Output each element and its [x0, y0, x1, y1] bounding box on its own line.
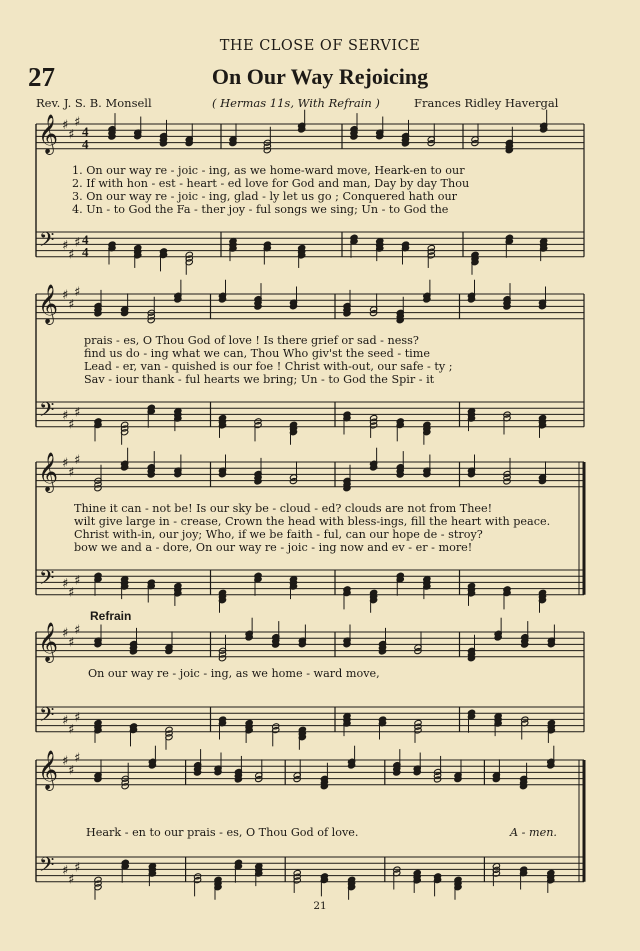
sharp-icon: ♯	[74, 284, 81, 300]
lyric-line	[84, 334, 596, 347]
tune-name: ( Hermas 11s, With Refrain )	[212, 96, 380, 110]
bass-clef-icon: 𝄢	[39, 228, 55, 256]
sharp-icon: ♯	[68, 127, 75, 143]
lyric-refrain-1: On our way re - joic - ing, as we home - ward move,	[88, 667, 380, 680]
sharp-icon: ♯	[62, 626, 69, 641]
lyric-verse-4: 4. Un - to God the Fa - ther joy - ful songs we sing; Un - to God the	[72, 203, 449, 216]
sharp-icon: ♯	[74, 710, 81, 726]
treble-clef-icon: 𝄞	[38, 452, 59, 492]
sharp-icon: ♯	[62, 576, 69, 592]
lyric-line	[74, 502, 586, 515]
lyric-line	[88, 667, 600, 680]
bass-clef-icon: 𝄢	[39, 398, 55, 426]
lyric-verse-1: 1. On our way re - joic - ing, as we home-ward move, Heark-en to our	[72, 164, 465, 177]
sharp-icon: ♯	[68, 297, 75, 313]
sharp-icon: ♯	[74, 622, 81, 638]
hymn-title: On Our Way Rejoicing	[211, 64, 429, 89]
bass-clef-icon: 𝄢	[39, 853, 55, 881]
sharp-icon: ♯	[68, 417, 75, 433]
sharp-icon: ♯	[68, 872, 75, 888]
section-heading: THE CLOSE OF SERVICE	[219, 38, 421, 54]
lyric-verse-4: bow we and a - dore, On our way re - joic - ing now and ev - er - more!	[74, 541, 473, 554]
sharp-icon: ♯	[68, 585, 75, 601]
sharp-icon: ♯	[74, 860, 81, 876]
sharp-icon: ♯	[74, 573, 81, 589]
refrain-label: Refrain	[90, 609, 132, 623]
lyric-verse-2: wilt give large in - crease, Crown the head with bless-ings, fill the heart with peace.	[74, 515, 551, 528]
lyric-line	[84, 360, 596, 373]
sharp-icon: ♯	[68, 722, 75, 738]
lyric-line	[72, 190, 584, 203]
sharp-icon: ♯	[74, 750, 81, 766]
amen-text: A - men.	[510, 826, 557, 839]
lyric-verse-3: 3. On our way re - joic - ing, glad - ly let us go ; Conquered hath our	[72, 190, 458, 203]
sharp-icon: ♯	[68, 247, 75, 263]
time-signature: 4	[82, 232, 89, 247]
music-by-credit: Frances Ridley Havergal	[414, 96, 559, 110]
sharp-icon: ♯	[62, 754, 69, 769]
sharp-icon: ♯	[68, 763, 75, 779]
lyric-line	[74, 528, 586, 541]
sharp-icon: ♯	[62, 713, 69, 729]
lyric-verse-3: Lead - er, van - quished is our foe ! Christ with-out, our safe - ty ;	[84, 360, 453, 373]
sharp-icon: ♯	[74, 452, 81, 468]
lyric-verse-2: find us do - ing what we can, Thou Who giv'st the seed - time	[84, 347, 430, 360]
lyric-line	[84, 373, 596, 386]
lyric-line	[86, 826, 506, 839]
sharp-icon: ♯	[68, 635, 75, 651]
lyric-line	[72, 177, 584, 190]
lyric-refrain-2: Heark - en to our prais - es, O Thou God of love.	[86, 826, 359, 839]
treble-clef-icon: 𝄞	[38, 750, 59, 790]
sharp-icon: ♯	[62, 863, 69, 879]
sharp-icon: ♯	[74, 114, 81, 130]
page-number: 21	[313, 900, 327, 912]
treble-clef-icon: 𝄞	[38, 114, 59, 154]
time-signature: 4	[82, 136, 89, 152]
words-by-credit: Rev. J. S. B. Monsell	[36, 96, 152, 110]
lyric-line	[72, 203, 584, 216]
time-signature: 4	[82, 124, 89, 139]
lyric-verse-1: Thine it can - not be! Is our sky be - cloud - ed? clouds are not from Thee!	[74, 502, 493, 515]
sharp-icon: ♯	[74, 235, 81, 251]
treble-clef-icon: 𝄞	[38, 622, 59, 662]
sharp-icon: ♯	[68, 465, 75, 481]
bass-clef-icon: 𝄢	[39, 566, 55, 594]
treble-clef-icon: 𝄞	[38, 284, 59, 324]
sharp-icon: ♯	[62, 238, 69, 254]
lyric-line	[74, 541, 586, 554]
lyric-line	[74, 515, 586, 528]
lyric-line	[72, 164, 584, 177]
lyric-verse-4: Sav - iour thank - ful hearts we bring; Un - to God the Spir - it	[84, 373, 435, 386]
time-signature: 4	[82, 244, 89, 260]
hymn-number: 27	[28, 62, 55, 92]
bass-clef-icon: 𝄢	[39, 703, 55, 731]
lyric-line	[84, 347, 596, 360]
lyric-verse-2: 2. If with hon - est - heart - ed love for God and man, Day by day Thou	[72, 177, 470, 190]
sharp-icon: ♯	[62, 408, 69, 424]
sharp-icon: ♯	[62, 456, 69, 471]
lyric-verse-1: prais - es, O Thou God of love ! Is there grief or sad - ness?	[84, 334, 419, 347]
sharp-icon: ♯	[62, 118, 69, 133]
sharp-icon: ♯	[74, 405, 81, 421]
sharp-icon: ♯	[62, 288, 69, 303]
lyric-verse-3: Christ with-in, our joy; Who, if we be faith - ful, can our hope de - stroy?	[74, 528, 483, 541]
